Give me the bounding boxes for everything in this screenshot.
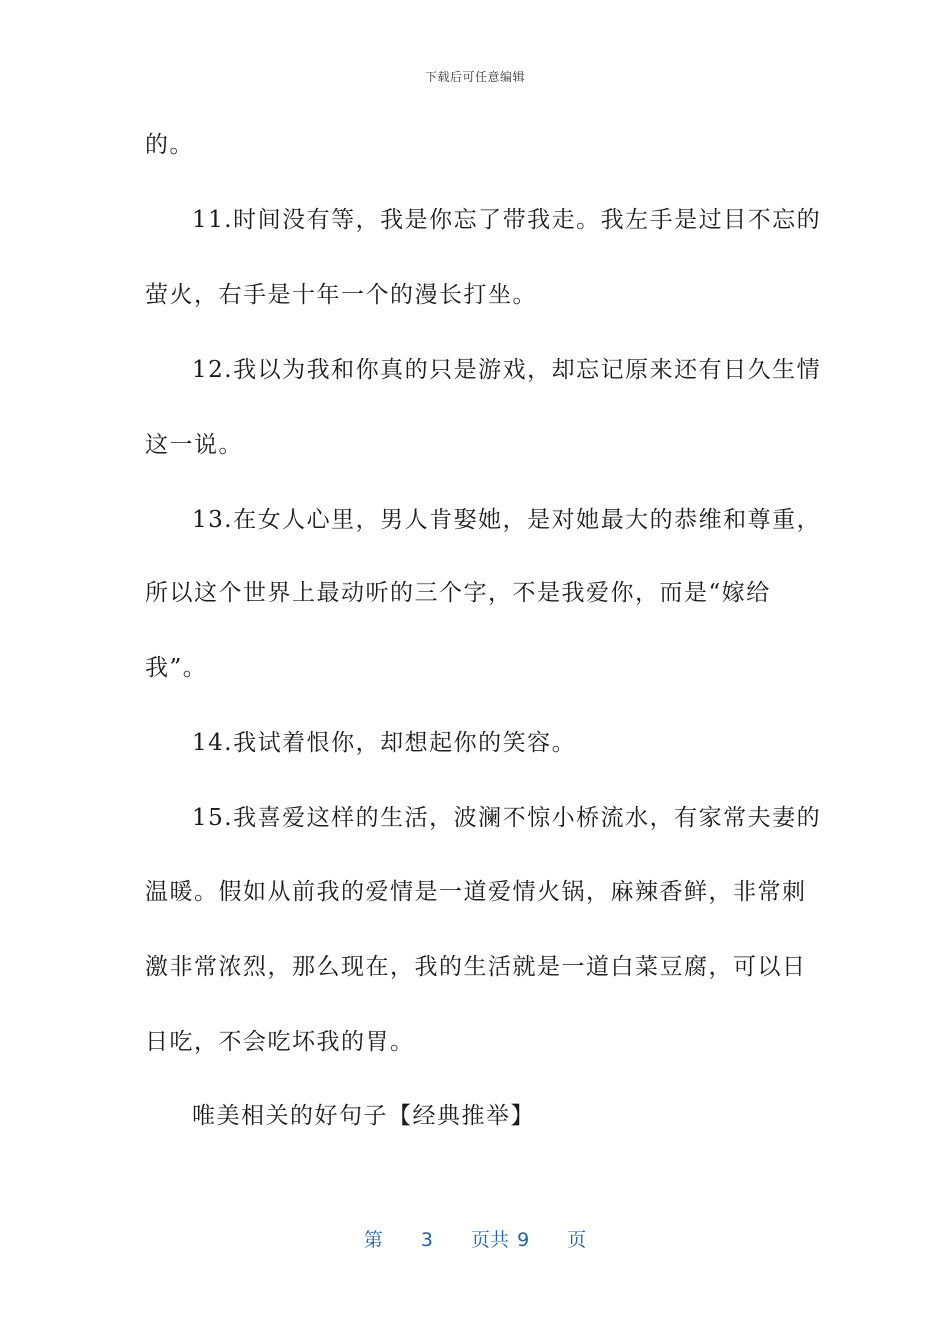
page-prefix: 第 — [363, 1229, 383, 1251]
paragraph-line: 14.我试着恨你，却想起你的笑容。 — [192, 730, 577, 756]
paragraph-line: 这一说。 — [145, 432, 243, 458]
paragraph-line: 12.我以为我和你真的只是游戏，却忘记原来还有日久生情 — [192, 357, 822, 383]
paragraph-line: 温暖。假如从前我的爱情是一道爱情火锅，麻辣香鲜，非常刺 — [145, 879, 807, 905]
paragraph-line: 日吃，不会吃坏我的胃。 — [145, 1029, 415, 1055]
current-page-number: 3 — [420, 1229, 433, 1251]
paragraph-line: 我”。 — [145, 655, 208, 681]
paragraph-line: 所以这个世界上最动听的三个字，不是我爱你，而是“嫁给 — [145, 580, 771, 606]
paragraph-line: 萤火，右手是十年一个的漫长打坐。 — [145, 282, 537, 308]
paragraph-line: 13.在女人心里，男人肯娶她，是对她最大的恭维和尊重， — [192, 507, 822, 533]
paragraph-line: 激非常浓烈，那么现在，我的生活就是一道白菜豆腐，可以日 — [145, 954, 807, 980]
page-suffix: 页 — [567, 1229, 587, 1251]
page-mid-label: 页共 — [471, 1229, 510, 1251]
page-header: 下载后可任意编辑 — [424, 70, 525, 84]
page-number-footer — [0, 1225, 950, 1252]
paragraph-line: 的。 — [145, 132, 194, 158]
paragraph-line: 11.时间没有等，我是你忘了带我走。我左手是过目不忘的 — [192, 207, 822, 233]
section-heading: 唯美相关的好句子【经典推举】 — [192, 1103, 535, 1129]
paragraph-line: 15.我喜爱这样的生活，波澜不惊小桥流水，有家常夫妻的 — [192, 805, 822, 831]
total-pages-number: 9 — [517, 1229, 530, 1251]
